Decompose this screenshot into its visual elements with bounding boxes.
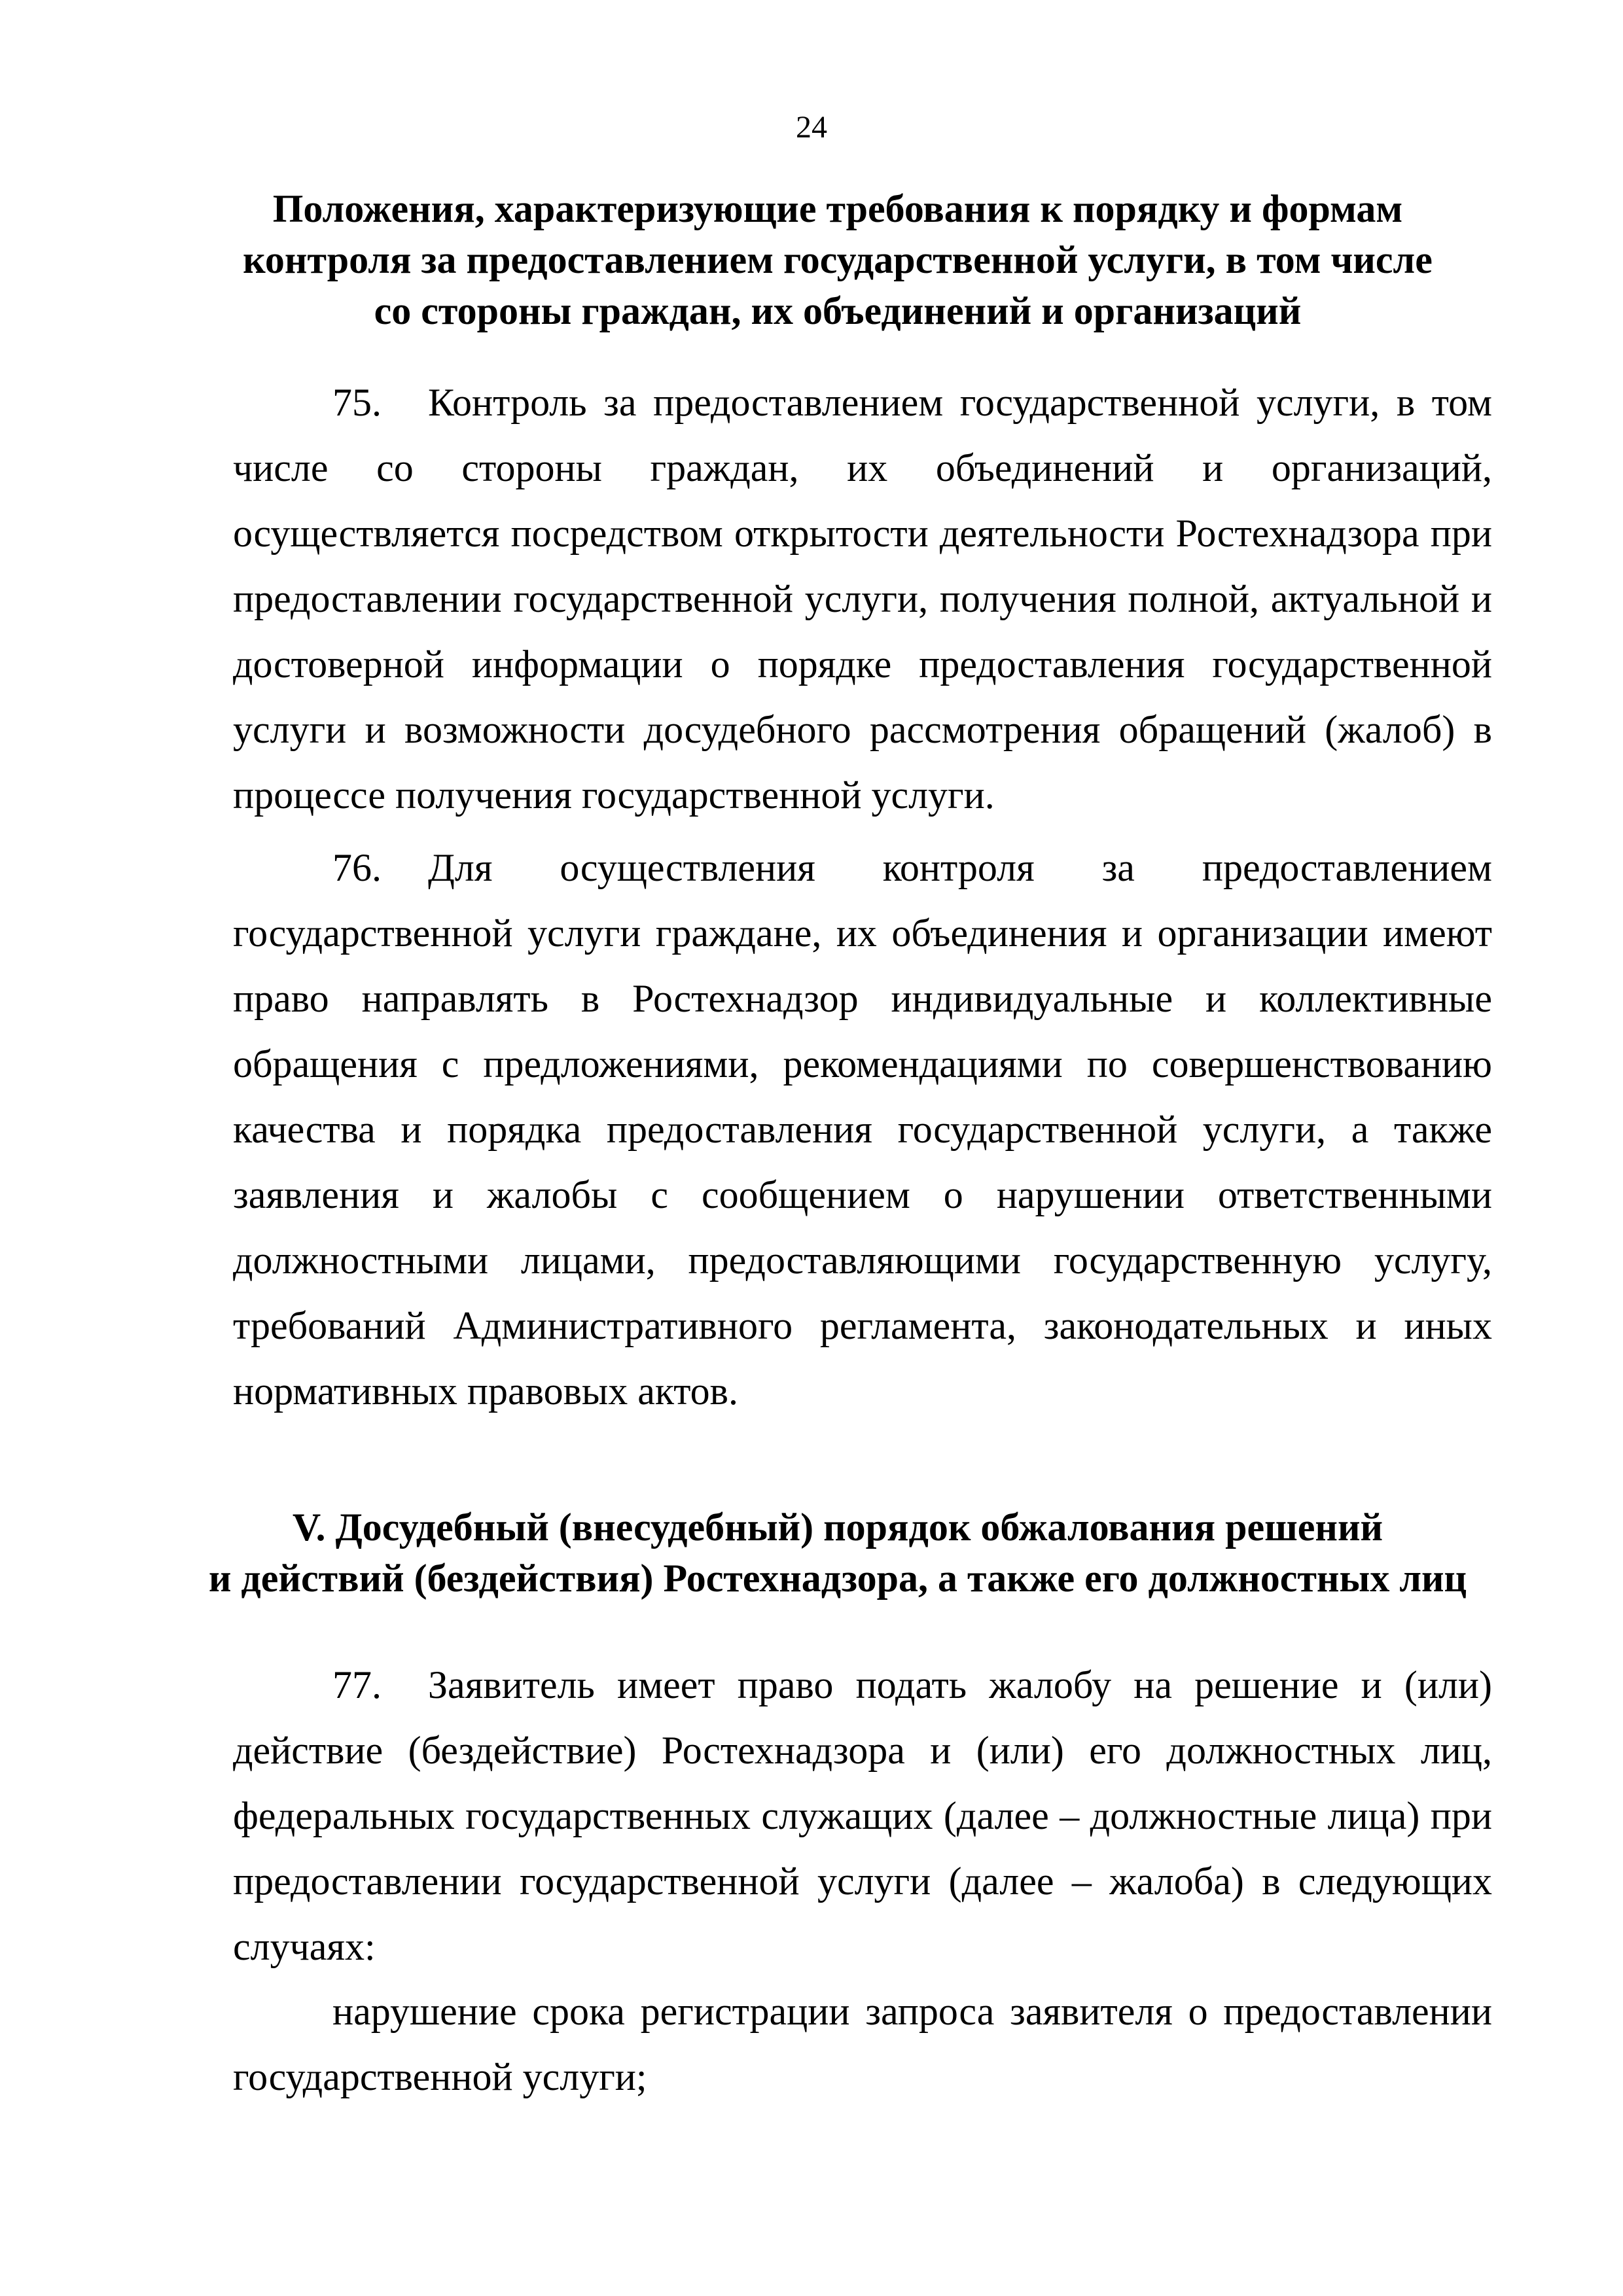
paragraph-77-list-item	[233, 1979, 1492, 2110]
heading-line: контроля за предоставлением государственной услуги, в том числе	[243, 238, 1433, 281]
page-number: 24	[796, 110, 827, 145]
section-heading-control	[196, 183, 1479, 336]
heading-line: Положения, характеризующие требования к порядку и формам	[272, 187, 1403, 230]
paragraph-text: Заявитель имеет право подать жалобу на решение и (или) действие (бездействие) Ростехнадзора и (или) его должностных лиц, федеральных государственных служащих (далее – должностные лица) при предоставлении государственной услуги (далее – жалоба) в следующих случаях:	[233, 1663, 1492, 1968]
paragraph-number: 76.	[332, 846, 382, 889]
paragraph-text: нарушение срока регистрации запроса заявителя о предоставлении государственной услуги;	[233, 1990, 1492, 2098]
paragraph-text: Контроль за предоставлением государственной услуги, в том числе со стороны граждан, их объединений и организаций, осуществляется посредством открытости деятельности Ростехнадзора при предоставлении государственной услуги, получения полной, актуальной и достоверной информации о порядке предоставления государственной услуги и возможности досудебного рассмотрения обращений (жалоб) в процессе получения государственной услуги.	[233, 381, 1492, 817]
heading-line: V. Досудебный (внесудебный) порядок обжалования решений	[292, 1506, 1383, 1549]
paragraph-77	[233, 1652, 1492, 1979]
paragraph-75	[233, 370, 1492, 828]
heading-line: со стороны граждан, их объединений и организаций	[374, 289, 1302, 332]
section-heading-appeal	[196, 1502, 1479, 1604]
heading-line: и действий (бездействия) Ростехнадзора, а также его должностных лиц	[208, 1557, 1467, 1600]
paragraph-text: Для осуществления контроля за предоставлением государственной услуги граждане, их объединения и организации имеют право направлять в Ростехнадзор индивидуальные и коллективные обращения с предложениями, рекомендациями по совершенствованию качества и порядка предоставления государственной услуги, а также заявления и жалобы с сообщением о нарушении ответственными должностными лицами, предоставляющими государственную услугу, требований Административного регламента, законодательных и иных нормативных правовых актов.	[233, 846, 1492, 1413]
paragraph-number: 75.	[332, 381, 382, 424]
paragraph-76	[233, 835, 1492, 1424]
paragraph-number: 77.	[332, 1663, 382, 1706]
